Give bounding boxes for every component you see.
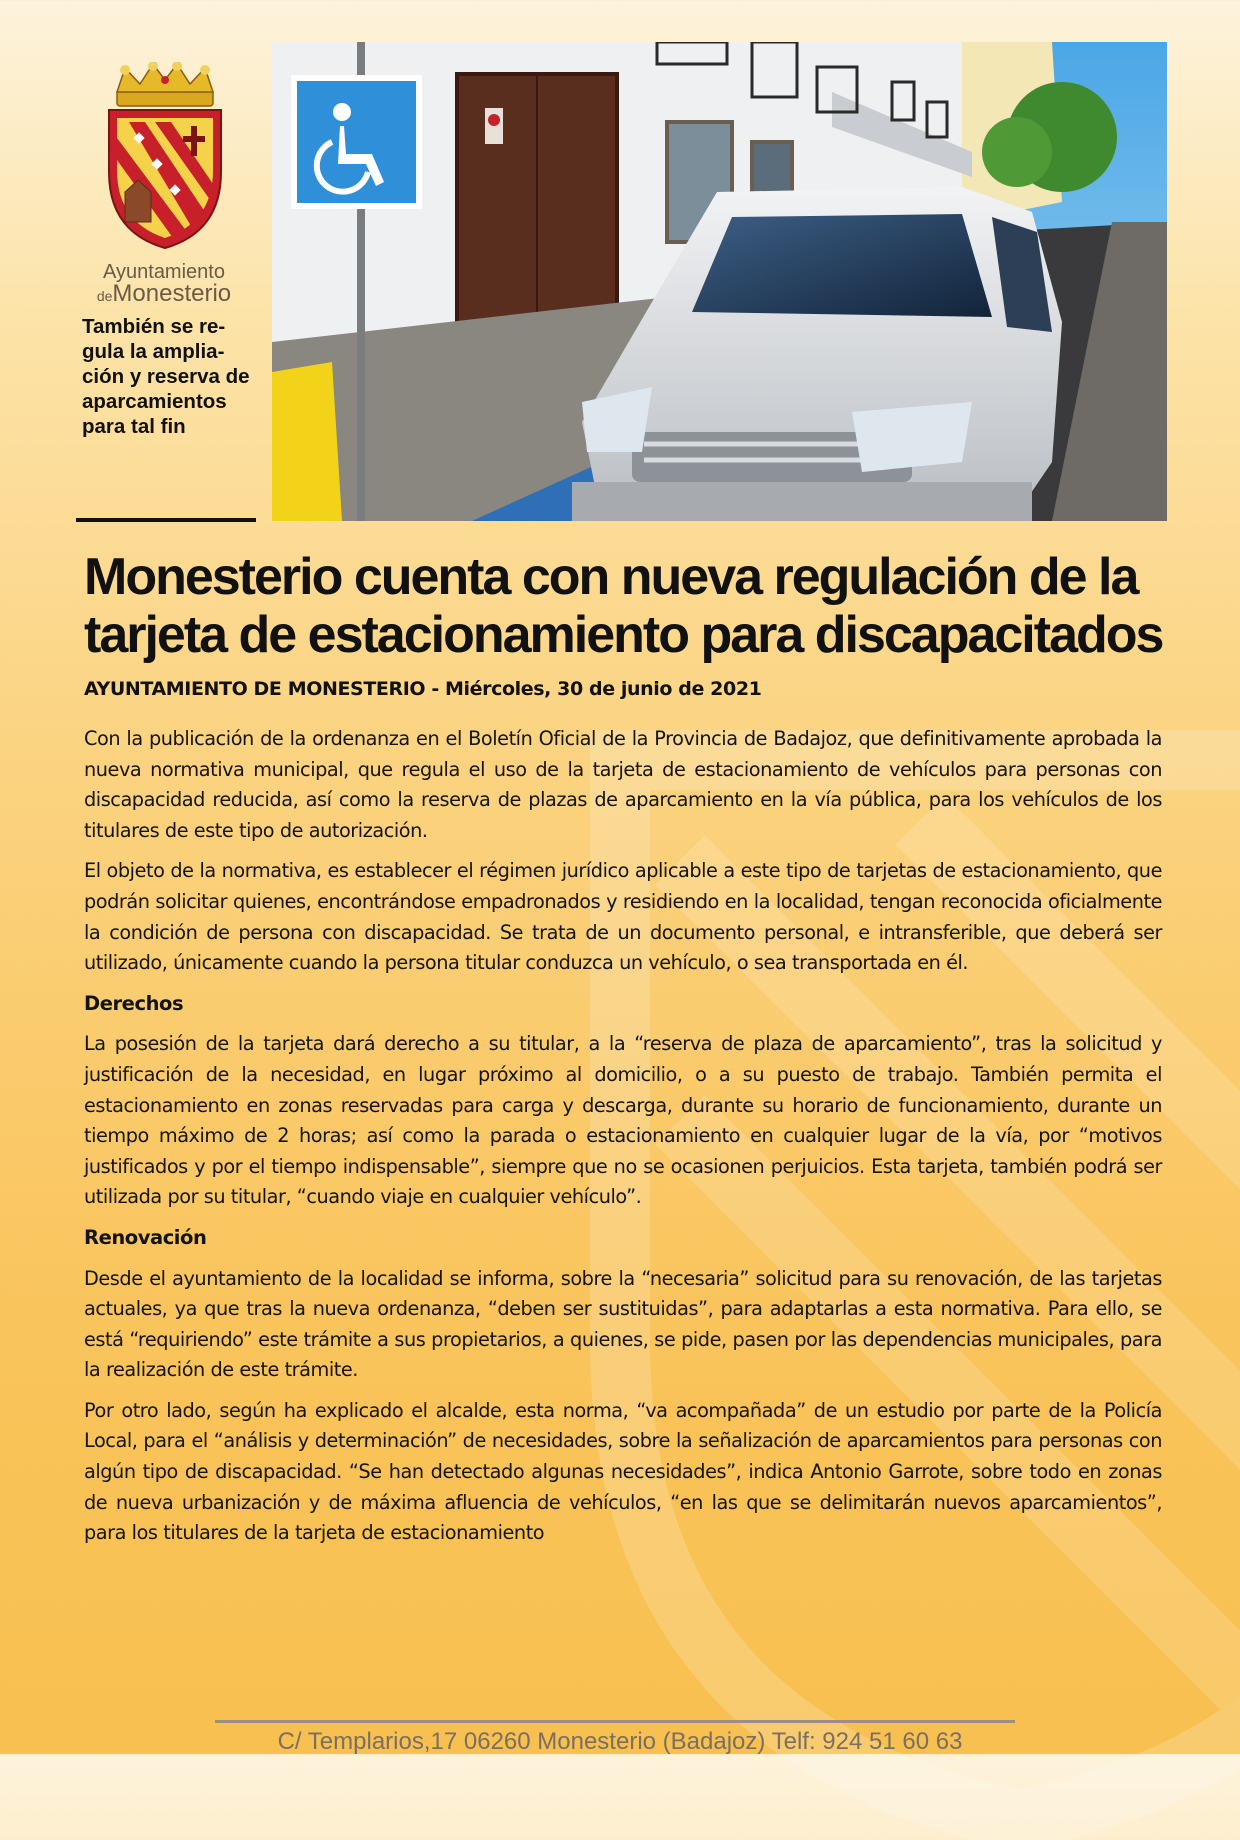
footer-divider bbox=[215, 1720, 1015, 1723]
logo-line2: deMonesterio bbox=[96, 280, 232, 307]
logo-wordmark bbox=[78, 262, 250, 306]
sidebar-caption: También se regula la ampliación y reserva de aparcamientos para tal fin bbox=[82, 315, 250, 438]
article-paragraph: Por otro lado, según ha explicado el alcalde, esta norma, “va acompañada” de un estudio por parte de la Policía Local, para el “análisis y determinación” de necesidades, sobre la señalización de aparcamientos para personas con algún tipo de discapacidad. “Se han detectado algunas necesidades”, indica Antonio Garrote, sobre todo en zonas de nueva urbanización y de máxima afluencia de vehículos, “en las que se delimitarán nuevos aparcamientos”, para los titulares de la tarjeta de estacionamiento bbox=[84, 1398, 1162, 1545]
sidebar-divider bbox=[76, 518, 256, 522]
street-parking-photo bbox=[272, 42, 1167, 521]
article-paragraph: Con la publicación de la ordenanza en el Boletín Oficial de la Provincia de Badajoz, que definitivamente aprobada la nueva normativa municipal, que regula el uso de la tarjeta de estacionamiento de vehículos para personas con discapacidad reducida, así como la reserva de plazas de aparcamiento en la vía pública, para los vehículos de los titulares de este tipo de autorización. bbox=[84, 727, 1162, 842]
section-heading-derechos: Derechos bbox=[84, 991, 184, 1015]
section-heading-renovacion: Renovación bbox=[84, 1225, 207, 1249]
footer-address: C/ Templarios,17 06260 Monesterio (Badajoz) Telf: 924 51 60 63 bbox=[277, 1728, 963, 1755]
logo-line1: Ayuntamiento bbox=[103, 261, 225, 283]
coat-of-arms-logo bbox=[95, 62, 235, 252]
article-paragraph: La posesión de la tarjeta dará derecho a su titular, a la “reserva de plaza de aparcamiento”, tras la solicitud y justificación de la necesidad, en lugar próximo al domicilio, o a su puesto de trabajo. También permita el estacionamiento en zonas reservadas para carga y descarga, durante su horario de funcionamiento, durante un tiempo máximo de 2 horas; así como la parada o estacionamiento en cualquier lugar de la vía, por “motivos justificados y por el tiempo indispensable”, siempre que no se ocasionen perjuicios. Esta tarjeta, también podrá ser utilizada por su titular, “cuando viaje en cualquier vehículo”. bbox=[84, 1032, 1162, 1209]
article-paragraph: Desde el ayuntamiento de la localidad se informa, sobre la “necesaria” solicitud para su renovación, de las tarjetas actuales, ya que tras la nueva ordenanza, “deben ser sustituidas”, para adaptarlas a esta normativa. Para ello, se está “requiriendo” este trámite a sus propietarios, a quienes, se pide, pasen por las dependencias municipales, para la realización de este trámite. bbox=[84, 1266, 1162, 1382]
article-byline: AYUNTAMIENTO DE MONESTERIO - Miércoles, 30 de junio de 2021 bbox=[84, 678, 762, 700]
article-paragraph: El objeto de la normativa, es establecer el régimen jurídico aplicable a este tipo de tarjetas de estacionamiento, que podrán solicitar quienes, encontrándose empadronados y residiendo en la localidad, tengan reconocida oficialmente la condición de persona con discapacidad. Se trata de un documento personal, e intransferible, que deberá ser utilizado, únicamente cuando la persona titular conduzca un vehículo, o sea transportada en él. bbox=[84, 859, 1162, 975]
article-body bbox=[84, 724, 1162, 1559]
article-headline: Monesterio cuenta con nueva regulación de la tarjeta de estacionamiento para discapacitados bbox=[84, 548, 1163, 664]
